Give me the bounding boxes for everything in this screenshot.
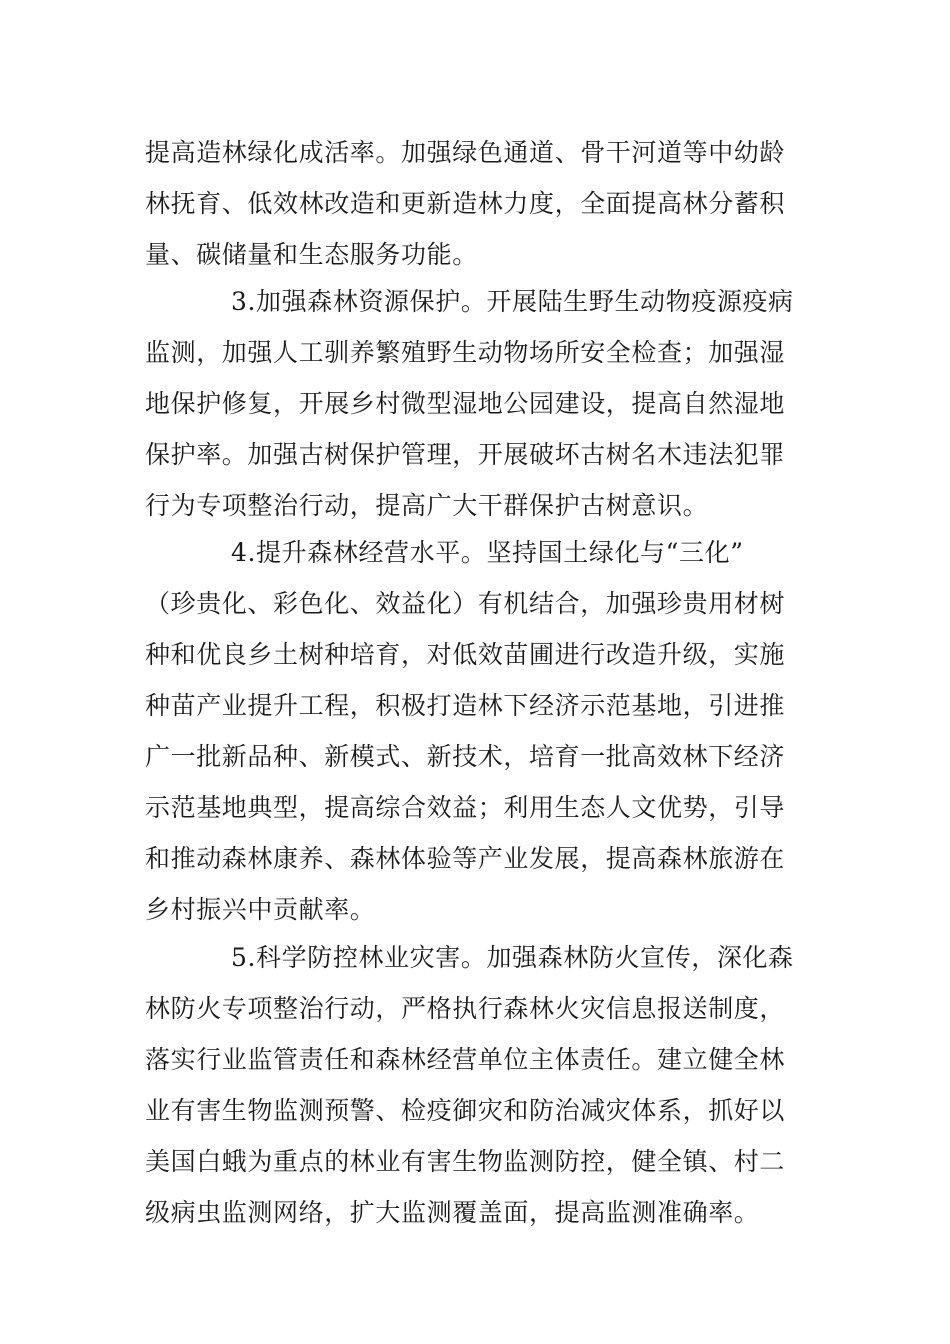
paragraph-3-forest-resource-protection: 3.加强森林资源保护。开展陆生野生动物疫源疫病 监测，加强人工驯养繁殖野生动物场所安全检查；加强湿 地保护修复，开展乡村微型湿地公园建设，提高自然湿地 保护率。加强古树保护管理，开展破坏古树名木违法犯罪 行为专项整治行动，提高广大干群保护古树意识。	[145, 287, 794, 520]
paragraph-continued: 提高造林绿化成活率。加强绿色通道、骨干河道等中幼龄 林抚育、低效林改造和更新造林力度，全面提高林分蓄积 量、碳储量和生态服务功能。	[145, 138, 786, 269]
paragraph-4-forest-management: 4.提升森林经营水平。坚持国土绿化与“三化” （珍贵化、彩色化、效益化）有机结合，加强珍贵用材树 种和优良乡土树种培育，对低效苗圃进行改造升级，实施 种苗产业提升工程，积极打造林下经济示范基地，引进推 广一批新品种、新模式、新技术，培育一批高效林下经济 示范基地典型，提高综合效益；利用生态人文优势，引导 和推动森林康养、森林体验等产业发展，提高森林旅游在 乡村振兴中贡献率。	[145, 538, 786, 924]
paragraph-5-disaster-control: 5.科学防控林业灾害。加强森林防火宣传，深化森 林防火专项整治行动，严格执行森林火灾信息报送制度， 落实行业监管责任和森林经营单位主体责任。建立健全林 业有害生物监测预警、检疫御灾和防治减灾体系，抓好以 美国白蛾为重点的林业有害生物监测防控，健全镇、村二 级病虫监测网络，扩大监测覆盖面，提高监测准确率。	[145, 943, 794, 1227]
